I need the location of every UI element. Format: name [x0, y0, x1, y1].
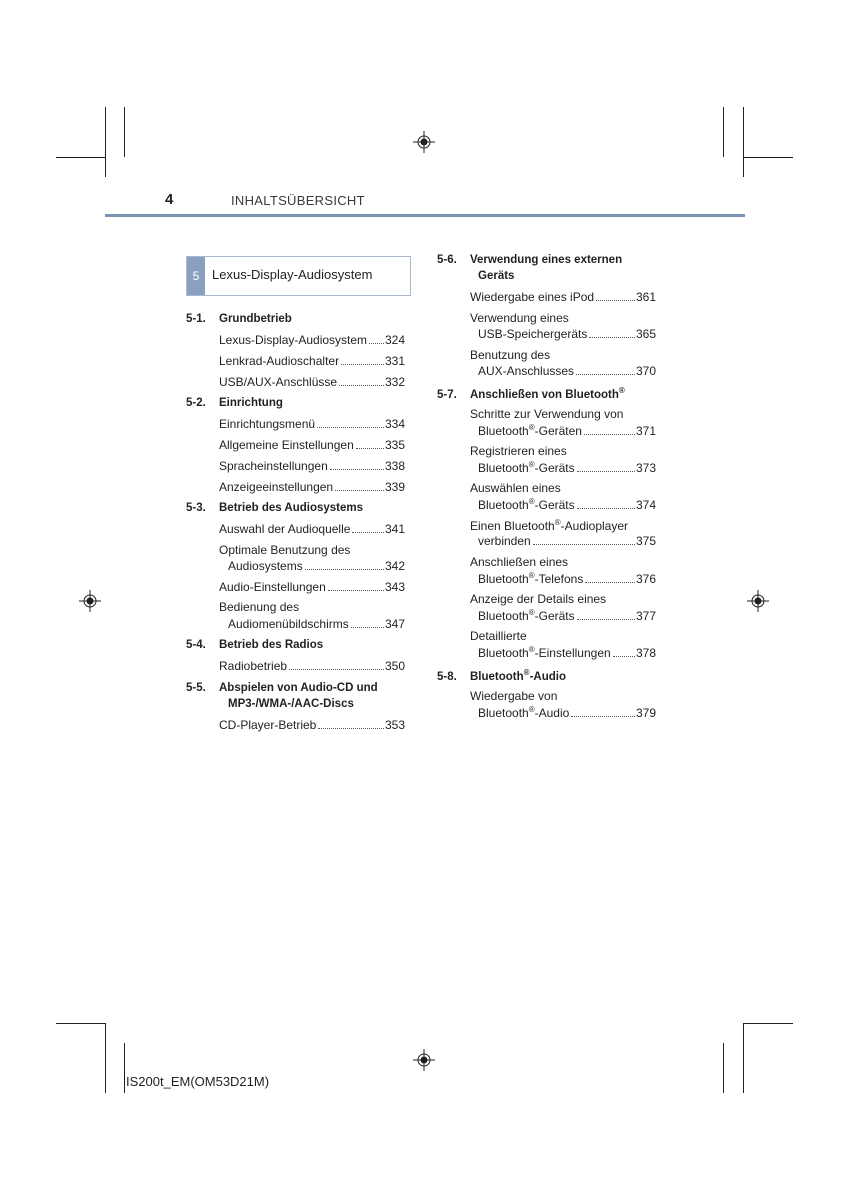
page-title: INHALTSÜBERSICHT: [231, 193, 365, 208]
toc-entry[interactable]: CD-Player-Betrieb 353: [219, 718, 405, 732]
toc-entry[interactable]: Wiedergabe eines iPod 361: [470, 290, 656, 304]
toc-entry-line[interactable]: Bedienung des: [219, 600, 300, 614]
registration-mark-icon: [747, 590, 769, 612]
page-number: 4: [165, 191, 174, 208]
chapter-title: Lexus-Display-Audiosystem: [212, 267, 373, 282]
section-heading[interactable]: 5-5. Abspielen von Audio-CD und: [186, 682, 378, 694]
section-heading[interactable]: 5-8. Bluetooth®-Audio: [437, 668, 566, 683]
toc-entry-line[interactable]: Wiedergabe von: [470, 689, 558, 703]
toc-entry[interactable]: Anzeigeeinstellungen 339: [219, 480, 405, 494]
toc-entry[interactable]: Lenkrad-Audioschalter 331: [219, 354, 405, 368]
toc-entry[interactable]: Einrichtungsmenü 334: [219, 417, 405, 431]
toc-entry[interactable]: Bluetooth®-Geräten 371: [478, 423, 656, 438]
toc-entry-line[interactable]: Einen Bluetooth®-Audioplayer: [470, 518, 629, 533]
toc-entry[interactable]: Bluetooth®-Audio 379: [478, 705, 656, 720]
toc-entry[interactable]: Auswahl der Audioquelle 341: [219, 522, 405, 536]
toc-entry[interactable]: Bluetooth®-Telefons 376: [478, 571, 656, 586]
toc-entry-line[interactable]: Optimale Benutzung des: [219, 543, 351, 557]
toc-entry[interactable]: Spracheinstellungen 338: [219, 459, 405, 473]
toc-entry[interactable]: Allgemeine Einstellungen 335: [219, 438, 405, 452]
section-heading-line[interactable]: Geräts: [478, 270, 515, 282]
header-rule: [105, 214, 745, 217]
toc-entry[interactable]: Radiobetrieb 350: [219, 659, 405, 673]
section-heading[interactable]: 5-4. Betrieb des Radios: [186, 639, 324, 651]
toc-entry[interactable]: Bluetooth®-Geräts 374: [478, 497, 656, 512]
section-heading[interactable]: 5-6. Verwendung eines externen: [437, 254, 623, 266]
toc-entry-line[interactable]: Verwendung eines: [470, 311, 569, 325]
toc-entry[interactable]: Lexus-Display-Audiosystem 324: [219, 333, 405, 347]
toc-entry[interactable]: AUX-Anschlusses 370: [478, 364, 656, 378]
document-code: IS200t_EM(OM53D21M): [126, 1074, 270, 1089]
toc-entry[interactable]: Audiomenübildschirms 347: [228, 617, 405, 631]
toc-entry[interactable]: USB/AUX-Anschlüsse 332: [219, 375, 405, 389]
toc-entry[interactable]: Bluetooth®-Einstellungen 378: [478, 645, 656, 660]
toc-entry[interactable]: Audio-Einstellungen 343: [219, 580, 405, 594]
toc-entry[interactable]: Audiosystems 342: [228, 559, 405, 573]
toc-entry[interactable]: USB-Speichergeräts 365: [478, 327, 656, 341]
toc-entry[interactable]: Bluetooth®-Geräts 373: [478, 460, 656, 475]
section-heading[interactable]: 5-2. Einrichtung: [186, 397, 283, 409]
toc-entry-line[interactable]: Anzeige der Details eines: [470, 592, 607, 606]
toc-entry-line[interactable]: Detaillierte: [470, 629, 527, 643]
chapter-heading: [186, 256, 411, 296]
chapter-number: 5: [187, 257, 205, 295]
toc-entry-line[interactable]: Anschließen eines: [470, 555, 569, 569]
section-heading[interactable]: 5-3. Betrieb des Audiosystems: [186, 502, 364, 514]
registration-mark-icon: [79, 590, 101, 612]
section-heading-line[interactable]: MP3-/WMA-/AAC-Discs: [228, 698, 354, 710]
toc-entry-line[interactable]: Auswählen eines: [470, 481, 561, 495]
toc-entry-line[interactable]: Registrieren eines: [470, 444, 567, 458]
registration-mark-icon: [413, 1049, 435, 1071]
toc-entry-line[interactable]: Schritte zur Verwendung von: [470, 407, 624, 421]
toc-entry[interactable]: Bluetooth®-Geräts 377: [478, 608, 656, 623]
toc-entry-line[interactable]: Benutzung des: [470, 348, 551, 362]
section-heading[interactable]: 5-7. Anschließen von Bluetooth®: [437, 386, 625, 401]
registration-mark-icon: [413, 131, 435, 153]
section-heading[interactable]: 5-1. Grundbetrieb: [186, 313, 292, 325]
toc-entry[interactable]: verbinden 375: [478, 534, 656, 548]
